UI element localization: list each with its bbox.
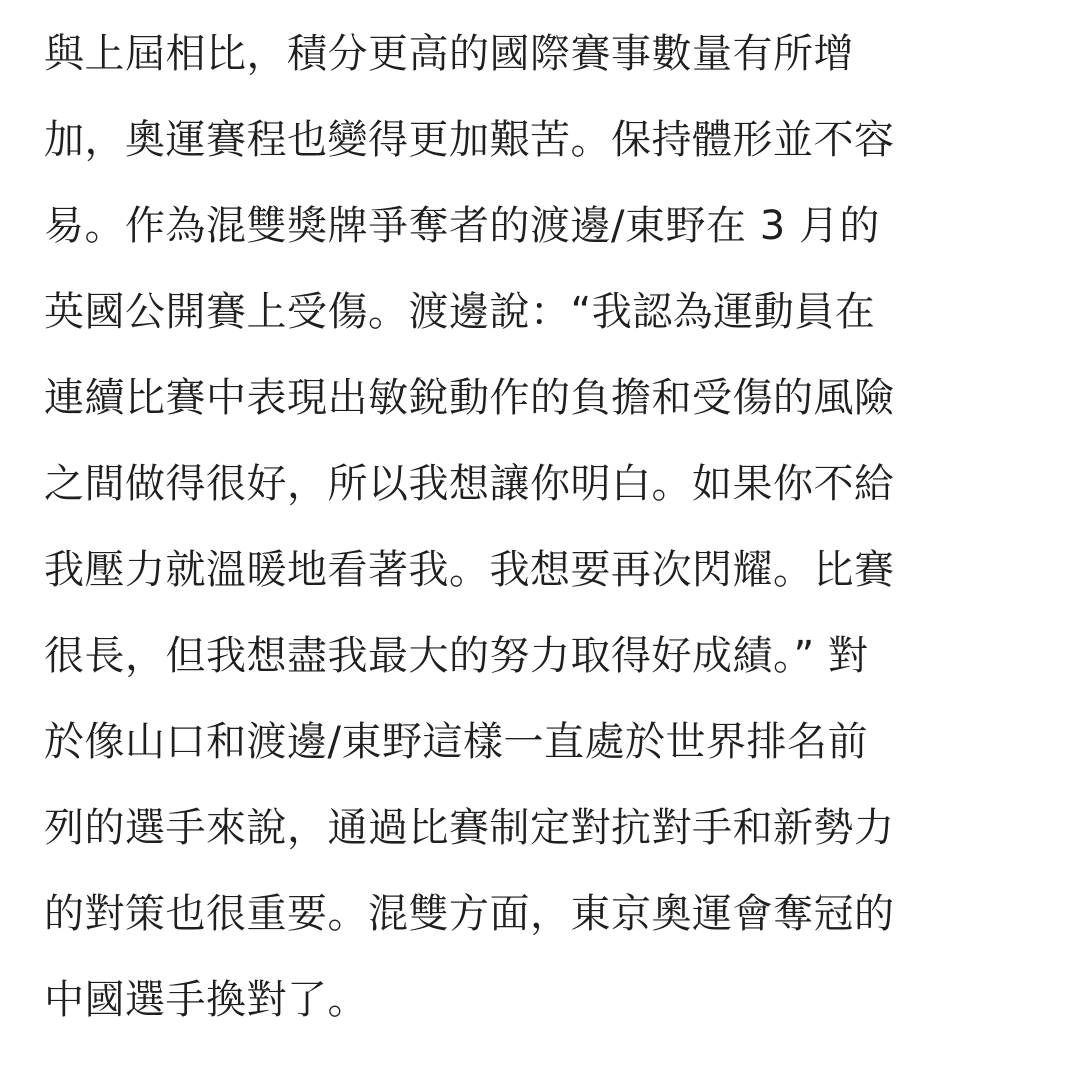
article-line-9: 於像山口和渡邊/東野這樣一直處於世界排名前 (44, 719, 868, 765)
article-line-1: 與上屆相比，積分更高的國際賽事數量有所增 (44, 31, 854, 77)
article-line-10: 列的選手來說，通過比賽制定對抗對手和新勢力 (44, 805, 895, 851)
article-line-11: 的對策也很重要。混雙方面，東京奧運會奪冠的 (44, 891, 895, 937)
article-line-5: 連續比賽中表現出敏銳動作的負擔和受傷的風險 (44, 375, 895, 421)
article-line-2: 加，奧運賽程也變得更加艱苦。保持體形並不容 (44, 117, 895, 163)
article-body (44, 16, 1044, 1048)
article-line-6: 之間做得很好，所以我想讓你明白。如果你不給 (44, 461, 895, 507)
article-line-12: 中國選手換對了。 (44, 977, 368, 1023)
article-line-3: 易。作為混雙獎牌爭奪者的渡邊/東野在 3 月的 (44, 203, 880, 249)
article-line-8: 很長，但我想盡我最大的努力取得好成績。” 對 (44, 633, 869, 679)
article-line-7: 我壓力就溫暖地看著我。我想要再次閃耀。比賽 (44, 547, 895, 593)
article-line-4: 英國公開賽上受傷。渡邊說：“我認為運動員在 (44, 289, 876, 335)
